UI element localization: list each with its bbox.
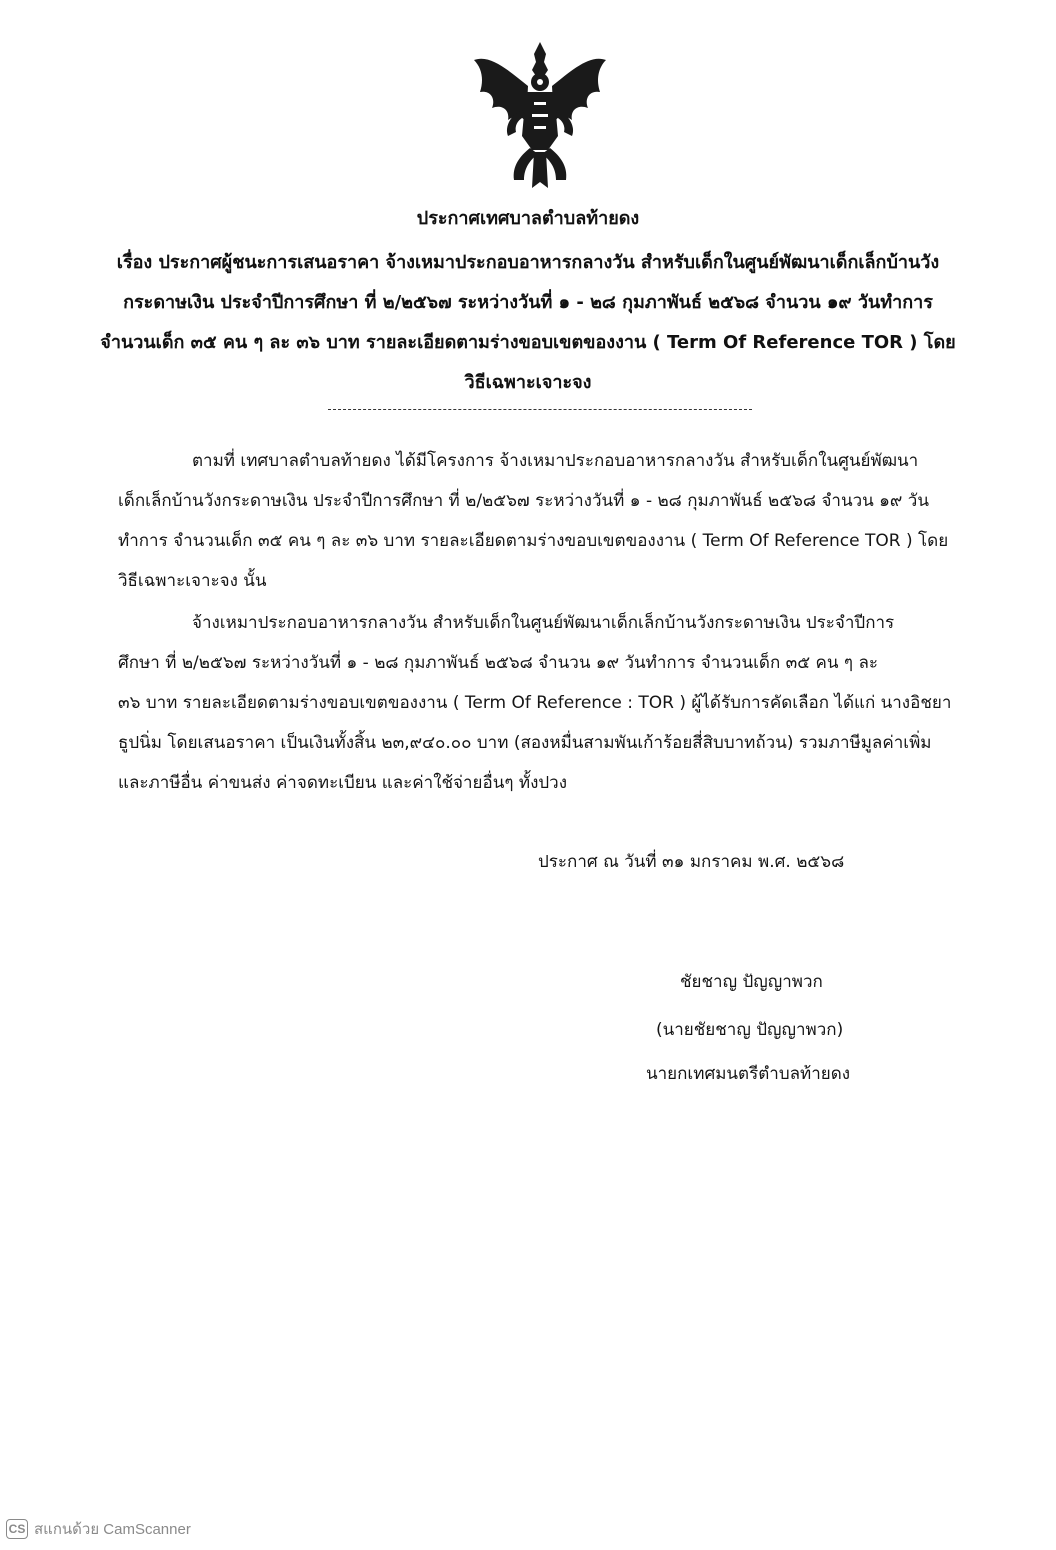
- garuda-emblem-icon: [468, 40, 612, 190]
- camscanner-watermark: [6, 1518, 191, 1540]
- paragraph2-line: ๓๖ บาท รายละเอียดตามร่างขอบเขตของงาน ( Term Of Reference : TOR ) ผู้ได้รับการคัดเลือก ได้แก่ นางอิชยา: [118, 693, 952, 713]
- divider: [328, 409, 752, 410]
- paragraph1-line: เด็กเล็กบ้านวังกระดาษเงิน ประจำปีการศึกษา ที่ ๒/๒๕๖๗ ระหว่างวันที่ ๑ - ๒๘ กุมภาพันธ์ ๒๕๖๘ จำนวน ๑๙ วัน: [118, 491, 929, 511]
- camscanner-text: สแกนด้วย CamScanner: [34, 1521, 191, 1538]
- paragraph2-line: จ้างเหมาประกอบอาหารกลางวัน สำหรับเด็กในศูนย์พัฒนาเด็กเล็กบ้านวังกระดาษเงิน ประจำปีการ: [192, 613, 895, 633]
- paragraph2-line: ศึกษา ที่ ๒/๒๕๖๗ ระหว่างวันที่ ๑ - ๒๘ กุมภาพันธ์ ๒๕๖๘ จำนวน ๑๙ วันทำการ จำนวนเด็ก ๓๕ คน ๆ ละ: [118, 653, 879, 673]
- paragraph1-line: วิธีเฉพาะเจาะจง นั้น: [118, 571, 267, 591]
- signature-full-name: (นายชัยชาญ ปัญญาพวก): [656, 1020, 844, 1040]
- subject-line: กระดาษเงิน ประจำปีการศึกษา ที่ ๒/๒๕๖๗ ระหว่างวันที่ ๑ - ๒๘ กุมภาพันธ์ ๒๕๖๘ จำนวน ๑๙ วันทำการ: [123, 292, 933, 313]
- paragraph2-line: ธูปนิ่ม โดยเสนอราคา เป็นเงินทั้งสิ้น ๒๓,๙๔๐.๐๐ บาท (สองหมื่นสามพันเก้าร้อยสี่สิบบาทถ้วน) รวมภาษีมูลค่าเพิ่ม: [118, 733, 932, 753]
- subject-line: เรื่อง ประกาศผู้ชนะการเสนอราคา จ้างเหมาประกอบอาหารกลางวัน สำหรับเด็กในศูนย์พัฒนาเด็กเล็กบ้านวัง: [116, 252, 940, 273]
- signature-position: นายกเทศมนตรีตำบลท้ายดง: [646, 1064, 851, 1084]
- announcement-date: ประกาศ ณ วันที่ ๓๑ มกราคม พ.ศ. ๒๕๖๘: [538, 852, 845, 872]
- subject-line: วิธีเฉพาะเจาะจง: [464, 372, 592, 393]
- announcement-title: ประกาศเทศบาลตำบลท้ายดง: [416, 208, 640, 229]
- subject-line: จำนวนเด็ก ๓๕ คน ๆ ละ ๓๖ บาท รายละเอียดตามร่างขอบเขตของงาน ( Term Of Reference TOR ) โดย: [100, 332, 956, 353]
- camscanner-logo-icon: CS: [6, 1519, 28, 1539]
- paragraph1-line: ตามที่ เทศบาลตำบลท้ายดง ได้มีโครงการ จ้างเหมาประกอบอาหารกลางวัน สำหรับเด็กในศูนย์พัฒนา: [192, 451, 919, 471]
- signature-name: ชัยชาญ ปัญญาพวก: [680, 972, 823, 992]
- paragraph2-line: และภาษีอื่น ค่าขนส่ง ค่าจดทะเบียน และค่าใช้จ่ายอื่นๆ ทั้งปวง: [118, 773, 568, 793]
- paragraph1-line: ทำการ จำนวนเด็ก ๓๕ คน ๆ ละ ๓๖ บาท รายละเอียดตามร่างขอบเขตของงาน ( Term Of Reference TOR ) โดย: [118, 531, 949, 551]
